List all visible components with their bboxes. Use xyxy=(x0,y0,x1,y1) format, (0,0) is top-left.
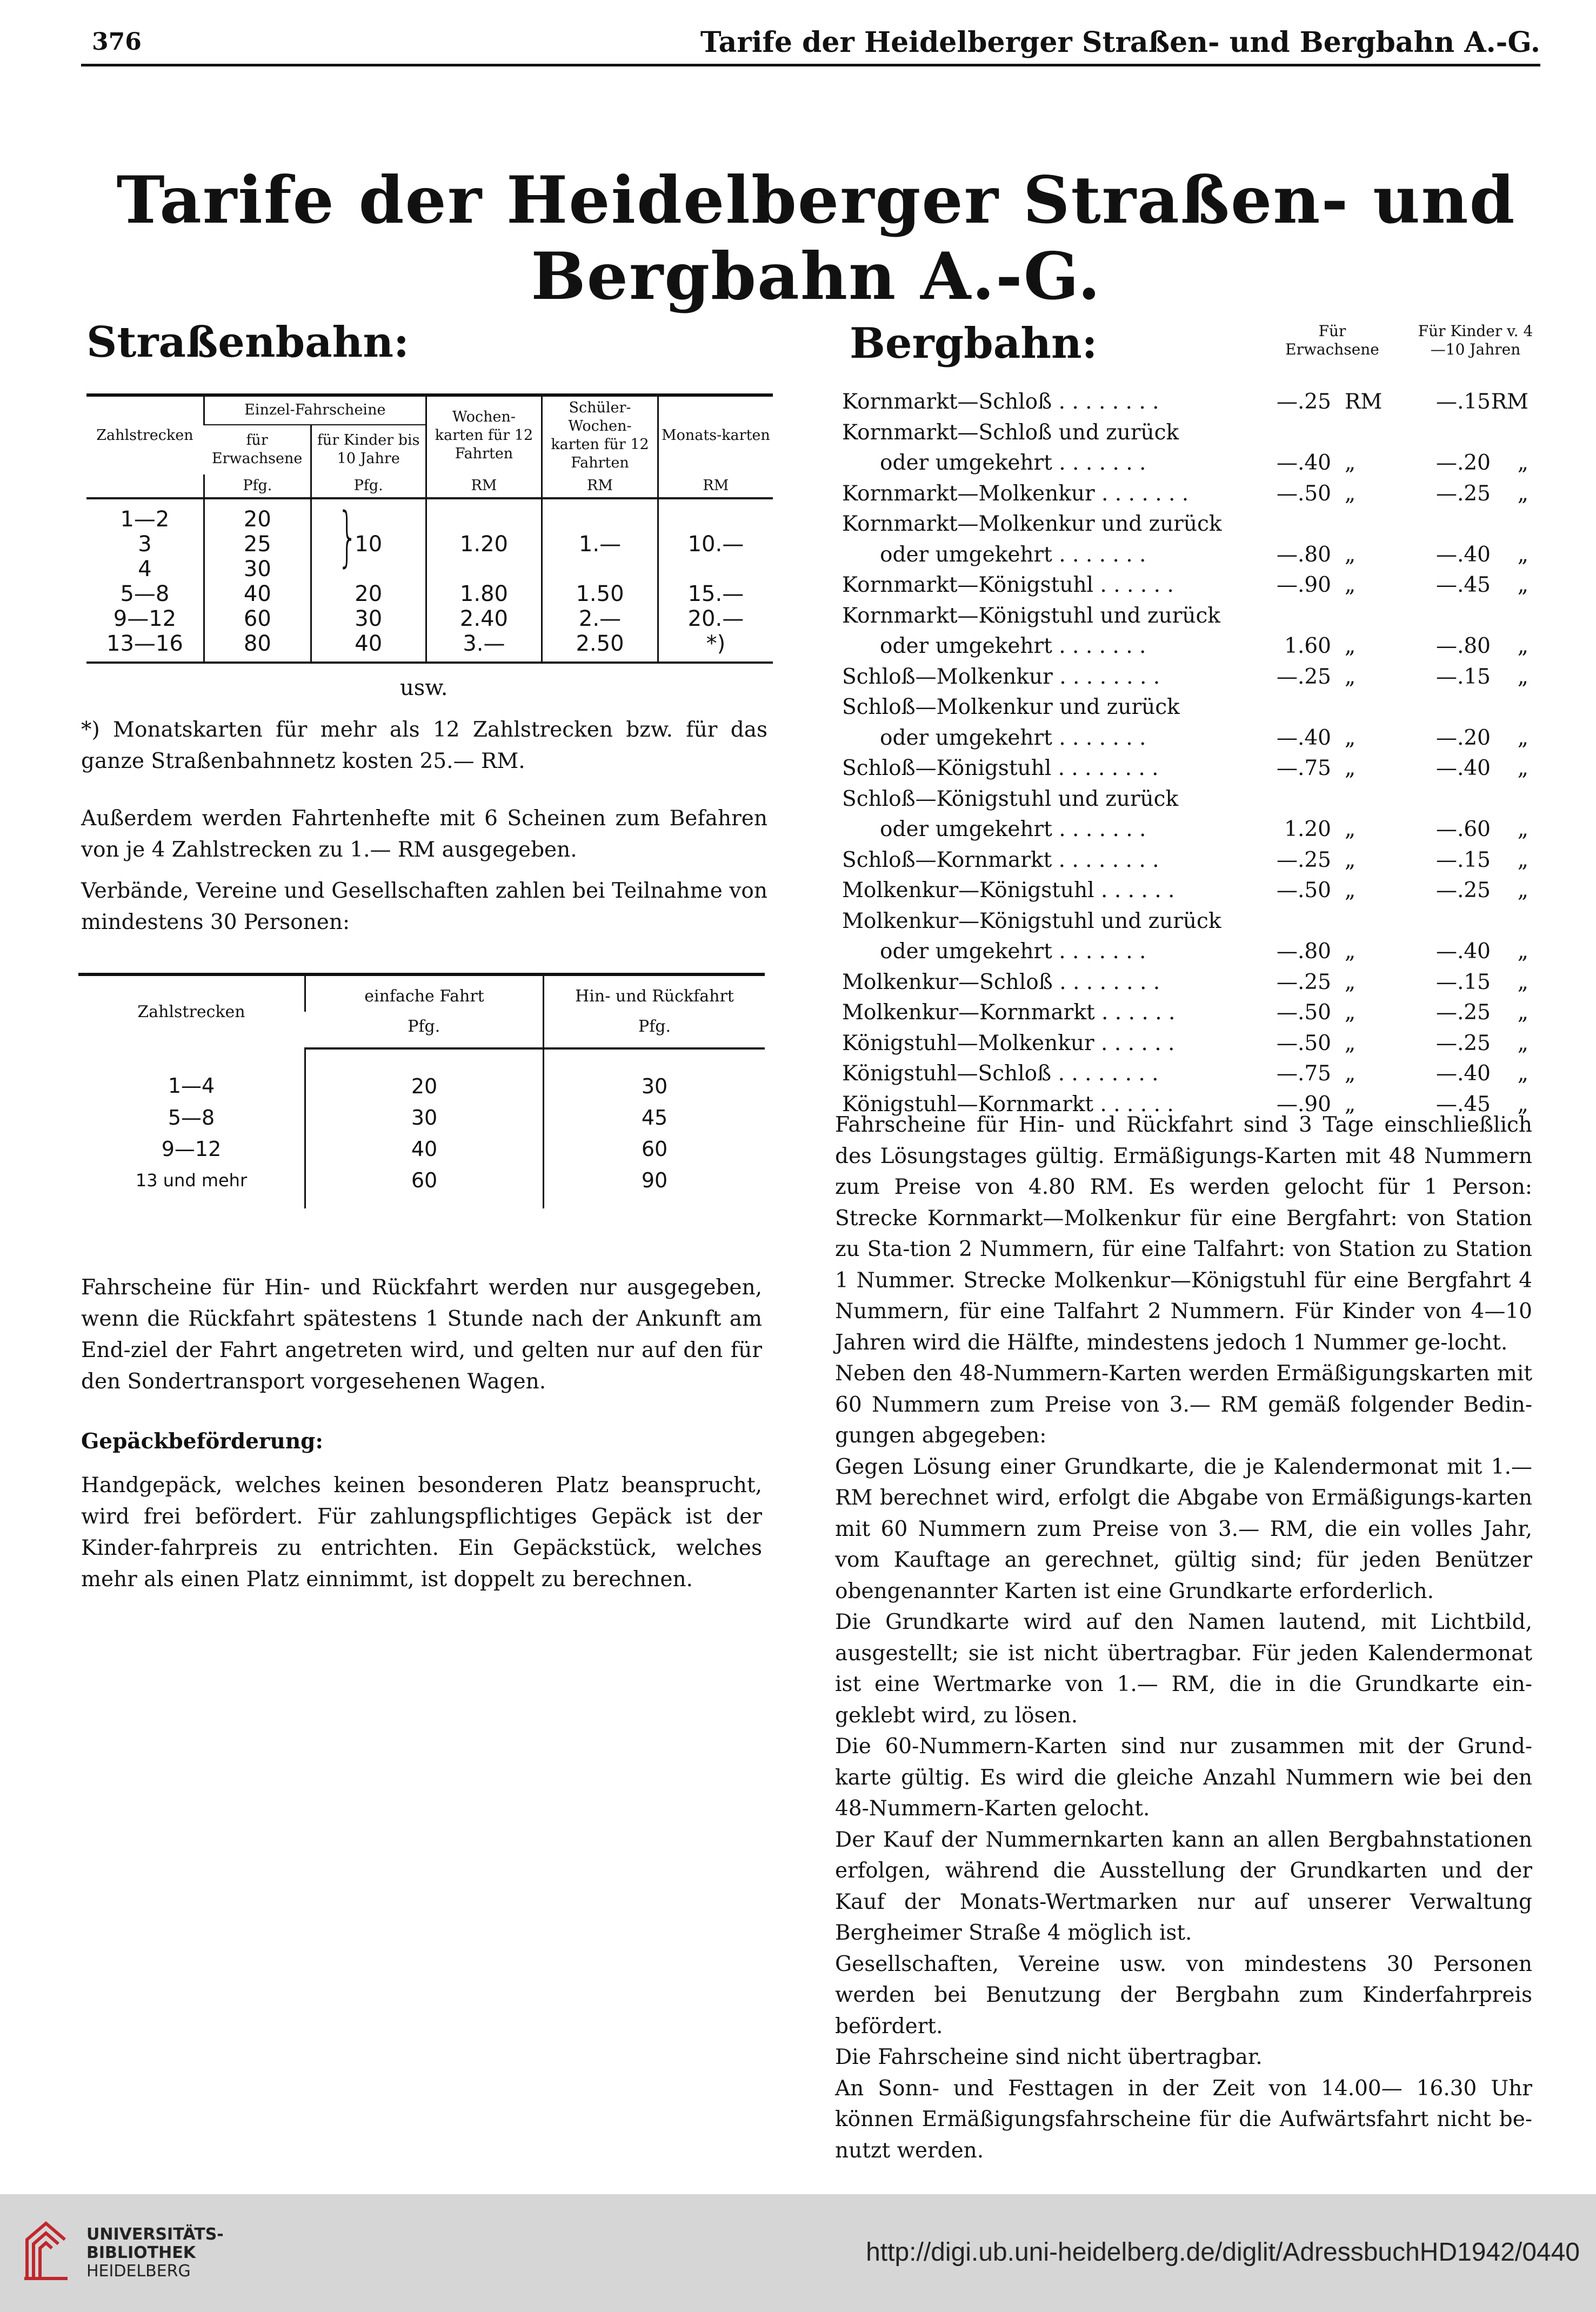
fare-row xyxy=(842,387,1539,418)
fare-erw: —.40 xyxy=(1276,725,1331,750)
fare-u2: „ xyxy=(1517,847,1528,872)
fare-route: Schloß—Königstuhl und zurück xyxy=(842,786,1179,811)
fare-kind: —.15 xyxy=(1435,390,1491,414)
col-erwachsene-header: Für Erwachsene xyxy=(1285,322,1379,358)
para-bergbahn-5: Die 60-Nummern-Karten sind nur zusammen mit der Grund-karte gültig. Es wird die gleiche Anzahl Nummern wie bei den 48-Nummern-Karten gelocht. xyxy=(835,1734,1532,1821)
fare-route: Schloß—Königstuhl . . . . . . . . xyxy=(842,756,1159,780)
fare-row xyxy=(842,1028,1539,1059)
page-number: 376 xyxy=(92,28,142,56)
fare-row xyxy=(842,631,1539,662)
page-title: Tarife der Heidelberger Straßen- und Bergbahn A.-G. xyxy=(116,162,1516,315)
fare-row xyxy=(842,540,1539,571)
col-hin-rueck: Hin- und Rückfahrt xyxy=(544,974,765,1012)
fare-erw: —.50 xyxy=(1276,1031,1331,1055)
fare-route: Kornmarkt—Molkenkur . . . . . . . xyxy=(842,481,1189,506)
fare-u2: „ xyxy=(1517,970,1528,994)
running-title: Tarife der Heidelberger Straßen- und Bergbahn A.-G. xyxy=(700,26,1540,59)
col-einzel-fahrscheine: Einzel-Fahrscheine xyxy=(204,395,426,425)
unit-rm-schueler: RM xyxy=(542,475,658,498)
fare-kind: —.40 xyxy=(1435,1061,1491,1086)
fare-route: Königstuhl—Kornmarkt . . . . . . xyxy=(842,1092,1174,1117)
unit-rm-monat: RM xyxy=(658,475,773,498)
fare-route: Königstuhl—Schloß . . . . . . . . xyxy=(842,1061,1159,1086)
fare-u1: „ xyxy=(1345,1061,1356,1086)
fare-kind: —.15 xyxy=(1435,970,1491,994)
table-row: 9—12 60 30 2.40 2.— 20.— xyxy=(86,606,773,631)
col-kinder-header: Für Kinder v. 4—10 Jahren xyxy=(1418,322,1533,358)
para-bergbahn-1: Fahrscheine für Hin- und Rückfahrt sind 3 Tage einschließlich des Lösungstages gültig. Ermäßigungs-Karten mit 48 Nummern zum Preise von 4.80 RM. Es werden gelocht für 1 Person: Strecke Kornmarkt—Molkenkur für eine Bergfahrt: von Station zu Sta-tion 2 Nummern, für eine Talfahrt: von Station zu Station 1 Nummer. Strecke Molkenkur—Königstuhl für eine Bergfahrt 4 Nummern, für eine Talfahrt 2 Nummern. Für Kinder von 4—10 Jahren wird die Hälfte, mindestens jedoch 1 Nummer ge-locht. xyxy=(835,1113,1532,1355)
fare-erw: 1.20 xyxy=(1284,817,1331,841)
col-monatskarten: Monats-karten xyxy=(658,395,773,475)
fare-erw: —.80 xyxy=(1276,542,1331,567)
fare-u2: „ xyxy=(1517,542,1528,567)
gepaeck-heading: Gepäckbeförderung: xyxy=(81,1429,323,1454)
fare-kind: —.25 xyxy=(1435,878,1491,903)
fare-u2: „ xyxy=(1517,756,1528,780)
col-schuelerkarten: Schüler-Wochen-karten für 12 Fahrten xyxy=(542,395,658,475)
usw-note: usw. xyxy=(400,676,448,700)
strassenbahn-heading: Straßenbahn: xyxy=(86,318,409,367)
fare-row xyxy=(842,601,1539,632)
fare-kind: —.20 xyxy=(1435,725,1491,750)
fare-route: Schloß—Molkenkur . . . . . . . . xyxy=(842,664,1160,689)
fare-kind: —.40 xyxy=(1435,939,1491,964)
fare-row xyxy=(842,967,1539,998)
fare-row xyxy=(842,814,1539,845)
para-bergbahn-4: Die Grundkarte wird auf den Namen lautend, mit Lichtbild, ausgestellt; sie ist nicht übertragbar. Für jeden Kalendermonat ist eine Wertmarke von 1.— RM, die in die Grundkarte ein-geklebt wird, zu lösen. xyxy=(835,1610,1532,1728)
fare-route: Königstuhl—Molkenkur . . . . . . xyxy=(842,1031,1175,1055)
fare-route: oder umgekehrt . . . . . . . xyxy=(880,725,1146,750)
fare-kind: —.15 xyxy=(1435,847,1491,872)
fare-kind: —.80 xyxy=(1435,634,1491,658)
table-row: 3 25 xyxy=(86,532,773,557)
fare-erw: —.25 xyxy=(1276,664,1331,689)
fare-erw: —.25 xyxy=(1276,847,1331,872)
table-row: 13—16 80 40 3.— 2.50 *) xyxy=(86,631,773,663)
para-bergbahn-2: Neben den 48-Nummern-Karten werden Ermäßigungskarten mit 60 Nummern zum Preise von 3.— RM gemäß folgender Bedin-gungen abgegeben: xyxy=(835,1361,1532,1448)
fare-kind: —.15 xyxy=(1435,664,1491,689)
fare-u1: „ xyxy=(1345,481,1356,506)
fare-u2: „ xyxy=(1517,939,1528,964)
fare-route: Kornmarkt—Königstuhl und zurück xyxy=(842,603,1220,628)
running-header xyxy=(81,21,1540,66)
fare-erw: —.75 xyxy=(1276,1061,1331,1086)
brace-glyph: } xyxy=(337,499,358,574)
fare-u1: „ xyxy=(1345,451,1356,475)
fare-kind: —.60 xyxy=(1435,817,1491,841)
fare-erw: —.90 xyxy=(1276,573,1331,597)
fare-u1: „ xyxy=(1345,939,1356,964)
fare-row xyxy=(842,448,1539,479)
fare-erw: —.25 xyxy=(1276,970,1331,994)
fare-route: oder umgekehrt . . . . . . . xyxy=(880,634,1146,658)
col-zahlstrecken: Zahlstrecken xyxy=(78,974,305,1048)
fare-erw: —.40 xyxy=(1276,451,1331,475)
unit-pfg-erw: Pfg. xyxy=(204,475,311,498)
table-row: 13 und mehr 60 90 xyxy=(78,1165,765,1208)
fare-route: oder umgekehrt . . . . . . . xyxy=(880,817,1146,841)
fare-erw: —.50 xyxy=(1276,878,1331,903)
fare-kind: —.40 xyxy=(1435,542,1491,567)
fare-row xyxy=(842,937,1539,967)
fare-row xyxy=(842,479,1539,510)
unit-pfg-einfach: Pfg. xyxy=(305,1012,544,1048)
fare-u2: „ xyxy=(1517,817,1528,841)
fare-u1: „ xyxy=(1345,1000,1356,1025)
table-row: 4 30 xyxy=(86,557,773,582)
fare-route: Schloß—Kornmarkt . . . . . . . . xyxy=(842,847,1159,872)
fare-u1: „ xyxy=(1345,1031,1356,1055)
fare-u1: „ xyxy=(1345,634,1356,658)
fare-kind: —.45 xyxy=(1435,573,1491,597)
viewer-footer xyxy=(0,2194,1596,2312)
fare-u2: „ xyxy=(1517,1031,1528,1055)
fare-u2: „ xyxy=(1517,878,1528,903)
para-gepaeck: Handgepäck, welches keinen besonderen Platz beansprucht, wird frei befördert. Für zahlungspflichtiges Gepäck ist der Kinder-fahrpreis zu entrichten. Ein Gepäckstück, welches mehr als einen Platz einnimmt, ist doppelt zu berechnen. xyxy=(81,1473,762,1592)
fare-kind: —.20 xyxy=(1435,451,1491,475)
fare-route: oder umgekehrt . . . . . . . xyxy=(880,542,1146,567)
fare-u1: „ xyxy=(1345,817,1356,841)
fare-row xyxy=(842,876,1539,906)
fare-route: Molkenkur—Kornmarkt . . . . . . xyxy=(842,1000,1176,1025)
gruppen-fare-table xyxy=(78,973,765,1208)
fare-route: oder umgekehrt . . . . . . . xyxy=(880,939,1146,964)
fare-kind: —.25 xyxy=(1435,1000,1491,1025)
fare-row xyxy=(842,662,1539,693)
fare-kind: —.25 xyxy=(1435,1031,1491,1055)
fare-kind: —.45 xyxy=(1435,1092,1491,1117)
fare-u1: RM xyxy=(1345,390,1383,414)
bergbahn-fare-list xyxy=(842,387,1539,1120)
para-fahrtenhefte: Außerdem werden Fahrtenhefte mit 6 Scheinen zum Befahren von je 4 Zahlstrecken zu 1.— RM ausgegeben. xyxy=(81,806,767,862)
fare-kind: —.40 xyxy=(1435,756,1491,780)
permalink-url[interactable]: http://digi.ub.uni-heidelberg.de/diglit/AdressbuchHD1942/0440 xyxy=(866,2238,1580,2267)
fare-route: Molkenkur—Schloß . . . . . . . . xyxy=(842,970,1160,994)
fare-u2: „ xyxy=(1517,664,1528,689)
para-bergbahn-3: Gegen Lösung einer Grundkarte, die je Kalendermonat mit 1.— RM berechnet wird, erfolgt die Abgabe von Ermäßigungs-karten mit 60 Nummern zum Preise von 3.— RM, die ein volles Jahr, vom Kauftage an gerechnet, gültig sind; für jeden Benützer obengenannter Karten ist eine Grundkarte erforderlich. xyxy=(835,1454,1532,1603)
unit-pfg-kind: Pfg. xyxy=(311,475,426,498)
fare-erw: —.90 xyxy=(1276,1092,1331,1117)
fare-erw: —.50 xyxy=(1276,1000,1331,1025)
fare-row xyxy=(842,692,1539,723)
fare-u1: „ xyxy=(1345,1092,1356,1117)
fare-route: Kornmarkt—Schloß . . . . . . . . xyxy=(842,390,1159,414)
fare-route: Kornmarkt—Königstuhl . . . . . . xyxy=(842,573,1174,597)
fare-u1: „ xyxy=(1345,542,1356,567)
fare-u2: „ xyxy=(1517,573,1528,597)
table-row: 1—2 20 } 10 1.20 1.— 10.— xyxy=(86,498,773,532)
fare-erw: —.50 xyxy=(1276,481,1331,506)
fare-u1: „ xyxy=(1345,878,1356,903)
table-row: 1—4 20 30 xyxy=(78,1048,765,1102)
fare-u2: „ xyxy=(1517,1000,1528,1025)
para-bergbahn-8: Die Fahrscheine sind nicht übertragbar. xyxy=(835,2045,1263,2069)
fare-u2: RM xyxy=(1491,390,1528,414)
fare-route: Kornmarkt—Molkenkur und zurück xyxy=(842,512,1222,536)
para-bergbahn-6: Der Kauf der Nummernkarten kann an allen Bergbahnstationen erfolgen, während die Ausstellung der Grundkarten und der Kauf der Monats-Wertmarken nur auf unserer Verwaltung Bergheimer Straße 4 möglich ist. xyxy=(835,1827,1532,1945)
col-einfache-fahrt: einfache Fahrt xyxy=(305,974,544,1012)
fare-row xyxy=(842,723,1539,754)
fare-row xyxy=(842,998,1539,1028)
fare-u2: „ xyxy=(1517,451,1528,475)
table-row: 5—8 40 20 1.80 1.50 15.— xyxy=(86,582,773,606)
unit-rm-woche: RM xyxy=(426,475,542,498)
fare-route: oder umgekehrt . . . . . . . xyxy=(880,451,1146,475)
fare-u1: „ xyxy=(1345,664,1356,689)
library-name: UNIVERSITÄTS- BIBLIOTHEK HEIDELBERG xyxy=(86,2225,224,2281)
bergbahn-heading: Bergbahn: xyxy=(850,319,1098,368)
col-erwachsene: für Erwachsene xyxy=(211,432,303,467)
fare-erw: 1.60 xyxy=(1284,634,1331,658)
para-verbaende: Verbände, Vereine und Gesellschaften zahlen bei Teilnahme von mindestens 30 Personen: xyxy=(81,879,767,934)
fare-u1: „ xyxy=(1345,970,1356,994)
fare-erw: —.80 xyxy=(1276,939,1331,964)
fare-row xyxy=(842,418,1539,449)
fare-row xyxy=(842,906,1539,937)
table-row: 9—12 40 60 xyxy=(78,1133,765,1165)
fare-route: Molkenkur—Königstuhl und zurück xyxy=(842,908,1221,933)
para-bergbahn-7: Gesellschaften, Vereine usw. von mindestens 30 Personen werden bei Benutzung der Bergbahn zum Kinderfahrpreis befördert. xyxy=(835,1952,1532,2039)
bergbahn-text xyxy=(835,1110,1532,2166)
fare-route: Molkenkur—Königstuhl . . . . . . xyxy=(842,878,1175,903)
col-zahlstrecken: Zahlstrecken xyxy=(86,395,204,475)
fare-u2: „ xyxy=(1517,1092,1528,1117)
fare-row xyxy=(842,845,1539,876)
footnote-monatskarten: *) Monatskarten für mehr als 12 Zahlstrecken bzw. für das ganze Straßenbahnnetz kosten 25.— RM. xyxy=(81,718,767,773)
fare-u2: „ xyxy=(1517,634,1528,658)
fare-u1: „ xyxy=(1345,847,1356,872)
fare-route: Kornmarkt—Schloß und zurück xyxy=(842,420,1179,445)
para-bergbahn-9: An Sonn- und Festtagen in der Zeit von 14.00— 16.30 Uhr können Ermäßigungsfahrscheine für die Aufwärtsfahrt nicht be-nutzt werden. xyxy=(835,2076,1532,2163)
fare-kind: —.25 xyxy=(1435,481,1491,506)
fare-row xyxy=(842,509,1539,540)
fare-u2: „ xyxy=(1517,481,1528,506)
fare-row xyxy=(842,784,1539,815)
ub-heidelberg-logo-icon xyxy=(22,2218,70,2283)
fare-erw: —.75 xyxy=(1276,756,1331,780)
para-hin-rueckfahrt: Fahrscheine für Hin- und Rückfahrt werden nur ausgegeben, wenn die Rückfahrt spätestens 1 Stunde nach der Ankunft am End-ziel der Fahrt angetreten wird, und gelten nur auf den für den Sondertransport vorgesehenen Wagen. xyxy=(81,1275,762,1394)
fare-erw: —.25 xyxy=(1276,390,1331,414)
unit-pfg-hin: Pfg. xyxy=(544,1012,765,1048)
strassenbahn-fare-table xyxy=(86,393,773,664)
fare-u1: „ xyxy=(1345,725,1356,750)
fare-row xyxy=(842,1059,1539,1090)
fare-route: Schloß—Molkenkur und zurück xyxy=(842,695,1180,719)
fare-u1: „ xyxy=(1345,756,1356,780)
col-wochenkarten: Wochen-karten für 12 Fahrten xyxy=(426,395,542,475)
fare-u1: „ xyxy=(1345,573,1356,597)
fare-u2: „ xyxy=(1517,1061,1528,1086)
fare-row xyxy=(842,753,1539,784)
col-kinder: für Kinder bis 10 Jahre xyxy=(311,425,426,475)
fare-u2: „ xyxy=(1517,725,1528,750)
fare-row xyxy=(842,570,1539,601)
table-row: 5—8 30 45 xyxy=(78,1102,765,1133)
